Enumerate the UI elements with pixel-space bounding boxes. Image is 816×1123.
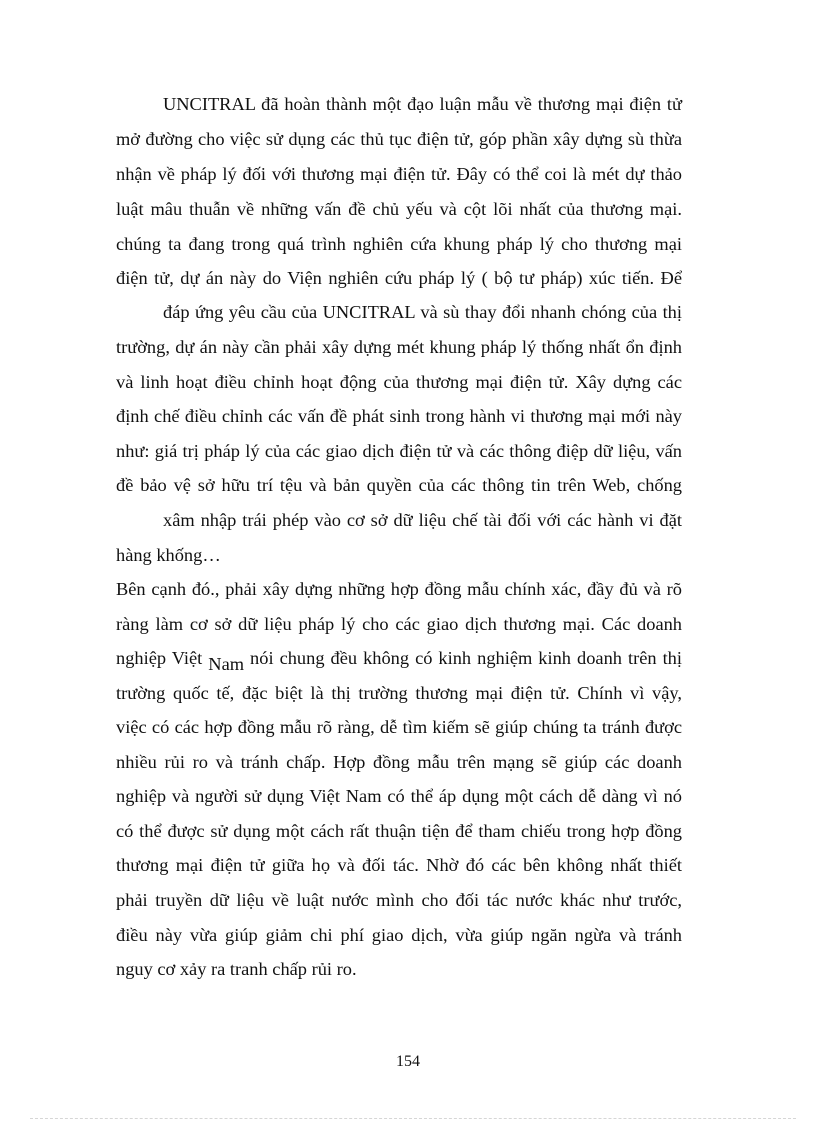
text-line: trường quốc tế, đặc biệt là thị trường thương mại điện tử. Chính vì vậy, xyxy=(116,683,682,703)
text-line: nguy cơ xảy ra tranh chấp rủi ro. xyxy=(116,959,357,979)
text-line: phải truyền dữ liệu về luật nước mình cho đối tác nước khác như trước, xyxy=(116,890,682,910)
text-line: thương mại điện tử giữa họ và đối tác. Nhờ đó các bên không nhất thiết xyxy=(116,855,682,875)
text-line: việc có các hợp đồng mẫu rõ ràng, dễ tìm kiếm sẽ giúp chúng ta tránh được xyxy=(116,717,682,737)
text-line: và linh hoạt điều chỉnh hoạt động của thương mại điện tử. Xây dựng các xyxy=(116,372,682,392)
text-fragment: nói chung đều không có kinh nghiệm kinh doanh trên thị xyxy=(244,648,682,668)
text-line: nhận về pháp lý đối với thương mại điện tử. Đây có thể coi là mét dự thảo xyxy=(116,164,682,184)
text-line: ràng làm cơ sở dữ liệu pháp lý cho các giao dịch thương mại. Các doanh xyxy=(116,614,682,634)
text-fragment: nghiệp Việt xyxy=(116,648,209,668)
text-line: Bên cạnh đó., phải xây dựng những hợp đồng mẫu chính xác, đầy đủ và rõ xyxy=(116,579,682,599)
text-line: đáp ứng yêu cầu của UNCITRAL và sù thay đổi nhanh chóng của thị xyxy=(163,302,682,322)
text-line: điện tử, dự án này do Viện nghiên cứu pháp lý ( bộ tư pháp) xúc tiến. Để xyxy=(116,268,682,288)
text-line: mở đường cho việc sử dụng các thủ tục điện tử, góp phần xây dựng sù thừa xyxy=(116,129,682,149)
text-line: hàng khống… xyxy=(116,545,221,565)
text-line: chúng ta đang trong quá trình nghiên cứa khung pháp lý cho thương mại xyxy=(116,234,682,254)
text-line: đề bảo vệ sở hữu trí tệu và bản quyền của các thông tin trên Web, chống xyxy=(116,475,682,495)
text-fragment-subscript: Nam xyxy=(208,654,245,674)
text-line: như: giá trị pháp lý của các giao dịch điện tử và các thông điệp dữ liệu, vấn xyxy=(116,441,682,461)
text-line: trường, dự án này cần phải xây dựng mét khung pháp lý thống nhất ổn định xyxy=(116,337,682,357)
text-line: UNCITRAL đã hoàn thành một đạo luận mẫu về thương mại điện tử xyxy=(163,94,682,114)
page-number: 154 xyxy=(396,1053,420,1070)
text-line: điều này vừa giúp giảm chi phí giao dịch, vừa giúp ngăn ngừa và tránh xyxy=(116,925,682,945)
text-line: xâm nhập trái phép vào cơ sở dữ liệu chế tài đối với các hành vi đặt xyxy=(163,510,682,530)
text-line: nghiệp và người sử dụng Việt Nam có thể áp dụng một cách dễ dàng vì nó xyxy=(116,786,682,806)
text-line: có thể được sử dụng một cách rất thuận tiện để tham chiếu trong hợp đồng xyxy=(116,821,682,841)
text-line: luật mâu thuẫn về những vấn đề chủ yếu và cột lõi nhất của thương mại. xyxy=(116,199,682,219)
text-line: định chế điều chỉnh các vấn đề phát sinh trong hành vi thương mại mới này xyxy=(116,406,682,426)
text-line: nhiều rủi ro và tránh chấp. Hợp đồng mẫu trên mạng sẽ giúp các doanh xyxy=(116,752,682,772)
text-line xyxy=(116,646,682,674)
page-bottom-divider xyxy=(30,1118,796,1119)
